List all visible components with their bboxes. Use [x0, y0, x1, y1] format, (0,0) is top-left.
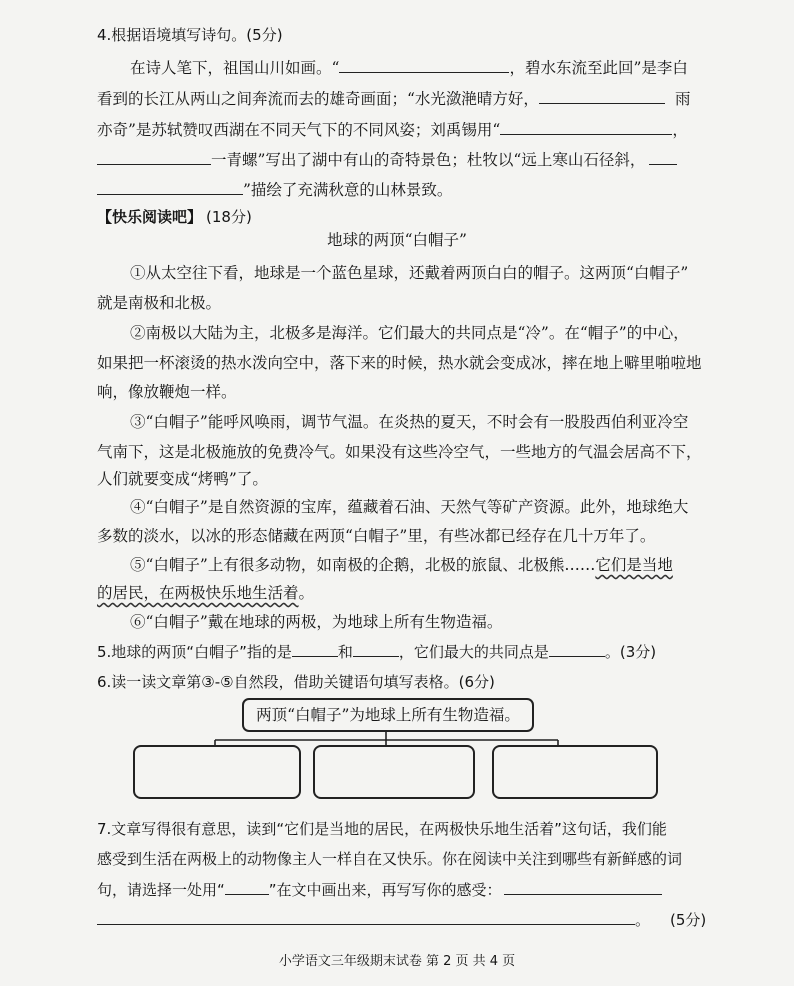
q5-text: 和 — [337, 643, 353, 661]
paragraph-3: 气南下，这是北极施放的免费冷气。如果没有这些冷空气，一些地方的气温会居高不下， — [97, 443, 702, 461]
q5-text: 。(3分) — [604, 643, 657, 661]
wavy-underlined-sentence: 的居民，在两极快乐地生活着 — [97, 584, 299, 602]
q7-points: (5分) — [670, 911, 707, 929]
paragraph-3: ③“白帽子”能呼风唤雨，调节气温。在炎热的夏天，不时会有一股股西伯利亚冷空 — [130, 413, 689, 431]
q4-text: ，碧水东流至此回”是李白 — [509, 59, 688, 77]
paragraph-4: 多数的淡水，以冰的形态储藏在两顶“白帽子”里，有些冰都已经存在几十万年了。 — [97, 527, 656, 545]
q7-text: 句，请选择一处用“ — [97, 881, 225, 899]
q5-text: ，它们最大的共同点是 — [398, 643, 549, 661]
answer-blank[interactable] — [225, 878, 269, 895]
q7-line-2: 感受到生活在两极上的动物像主人一样自在又快乐。你在阅读中关注到哪些有新鲜感的词 — [97, 850, 683, 868]
paragraph-5-text: ⑤“白帽子”上有很多动物，如南极的企鹅，北极的旅鼠、北极熊…… — [130, 556, 596, 574]
paragraph-4: ④“白帽子”是自然资源的宝库，蕴藏着石油、天然气等矿产资源。此外，地球绝大 — [130, 498, 689, 516]
q4-text: 一青螺”写出了湖中有山的奇特景色；杜牧以“远上寒山石径斜， — [211, 151, 646, 169]
q7-text: ”在文中画出来，再写写你的感受： — [268, 881, 502, 899]
answer-box-1[interactable] — [133, 745, 301, 799]
section-title: 【快乐阅读吧】 — [97, 208, 203, 226]
q7-text: 。 — [635, 911, 651, 929]
q4-text: 在诗人笔下，祖国山川如画。“ — [130, 59, 340, 77]
answer-box-3[interactable] — [492, 745, 658, 799]
paragraph-1: 就是南极和北极。 — [97, 294, 222, 312]
page-footer: 小学语文三年级期末试卷 第 2 页 共 4 页 — [278, 954, 516, 969]
paragraph-6: ⑥“白帽子”戴在地球的两极，为地球上所有生物造福。 — [130, 613, 503, 631]
q4-text: ”描绘了充满秋意的山林景致。 — [243, 181, 453, 199]
q4-text: 看到的长江从两山之间奔流而去的雄奇画面；“水光潋滟晴方好， — [97, 90, 539, 108]
q4-title: 4.根据语境填写诗句。(5分) — [97, 26, 283, 44]
paragraph-2: 响，像放鞭炮一样。 — [97, 383, 237, 401]
paragraph-2: 如果把一杯滚烫的热水泼向空中，落下来的时候，热水就会变成冰，摔在地上噼里啪啦地 — [97, 354, 702, 372]
wavy-underlined-sentence: 它们是当地 — [595, 556, 673, 574]
q7-line-1: 7.文章写得很有意思，读到“它们是当地的居民，在两极快乐地生活着”这句话，我们能 — [97, 820, 667, 838]
answer-box-2[interactable] — [313, 745, 475, 799]
paragraph-1: ①从太空往下看，地球是一个蓝色星球，还戴着两顶白白的帽子。这两顶“白帽子” — [130, 264, 689, 282]
paragraph-2: ②南极以大陆为主，北极多是海洋。它们最大的共同点是“冷”。在“帽子”的中心， — [130, 324, 689, 342]
paragraph-5-text: 。 — [298, 584, 315, 602]
section-points: (18分) — [206, 208, 252, 226]
answer-blank[interactable] — [97, 908, 635, 925]
diagram-root-box: 两顶“白帽子”为地球上所有生物造福。 — [242, 698, 534, 732]
q4-text: ， — [672, 121, 688, 139]
q7-line-4 — [97, 908, 706, 931]
passage-title: 地球的两顶“白帽子” — [327, 231, 467, 249]
q7-line-3 — [97, 878, 662, 901]
q4-text: 雨 — [674, 90, 691, 108]
q5-text: 5.地球的两顶“白帽子”指的是 — [97, 643, 292, 661]
q4-text: 亦奇”是苏轼赞叹西湖在不同天气下的不同风姿；刘禹锡用“ — [97, 121, 501, 139]
paragraph-3: 人们就要变成“烤鸭”了。 — [97, 470, 268, 488]
q6-title: 6.读一读文章第③-⑤自然段，借助关键语句填写表格。(6分) — [97, 673, 495, 691]
answer-blank[interactable] — [504, 878, 662, 895]
